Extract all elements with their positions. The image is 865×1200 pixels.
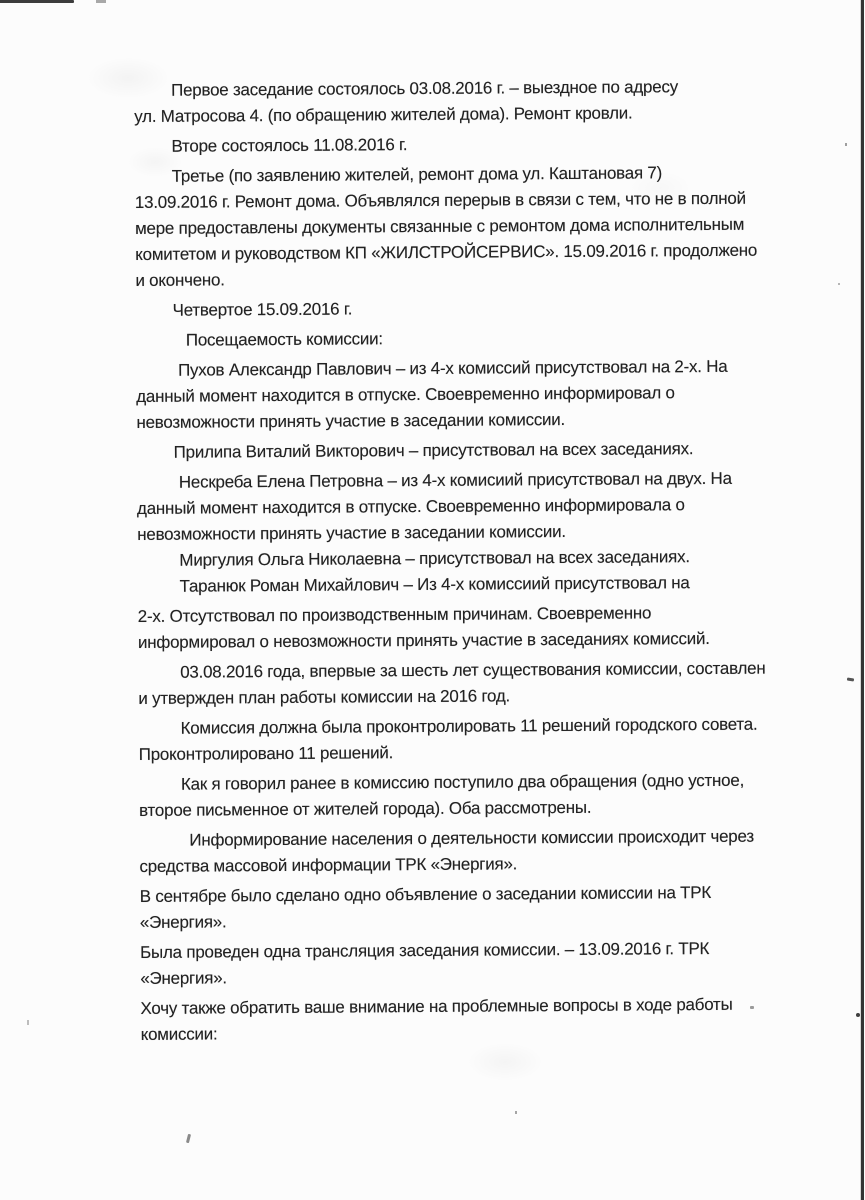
para-fourth-session	[136, 294, 764, 324]
para-media-info	[139, 824, 767, 880]
text-line: информировал о невозможности принять участие в заседаниях комиссий.	[137, 628, 710, 652]
text-line: комиссии:	[140, 1024, 218, 1044]
para-pukhov	[136, 354, 764, 436]
text-line: Вторе состоялось 11.08.2016 г.	[171, 135, 408, 156]
para-plan-2016	[138, 656, 766, 712]
para-broadcast	[140, 936, 768, 992]
scan-speck	[838, 283, 840, 285]
para-taranyuk	[137, 570, 765, 600]
text-line: невозможности принять участие в заседании комиссии.	[137, 521, 566, 544]
para-appeals	[139, 768, 767, 824]
para-first-session	[134, 74, 762, 130]
text-line: Таранюк Роман Михайлович – Из 4-х комиссиий присутствовал на	[179, 573, 690, 596]
document-text	[134, 74, 768, 1048]
para-third-session	[135, 160, 763, 294]
text-line: В сентябре было сделано одно объявление о заседании комиссии на ТРК	[139, 882, 712, 906]
text-line: Прилипа Виталий Викторович – присутствовал на всех заседаниях.	[173, 439, 694, 462]
scan-speck	[856, 1013, 860, 1017]
text-line: ул. Матросова 4. (по обращению жителей дома). Ремонт кровли.	[134, 103, 633, 126]
text-line: Комиссия должна была проконтролировать 11 решений городского совета.	[180, 714, 758, 738]
text-line: 03.08.2016 года, впервые за шесть лет существования комиссии, составлен	[180, 658, 766, 682]
para-september-announcement	[140, 880, 768, 936]
scan-top-edge-mark	[0, 0, 74, 3]
para-prilipa	[137, 436, 765, 466]
text-line: Нескреба Елена Петровна – из 4-х комисиий присутствовал на двух. На	[178, 468, 732, 492]
scan-speck	[515, 1111, 517, 1114]
scan-right-edge-line	[861, 0, 864, 1200]
text-line: мере предоставлены документы связанные с ремонтом дома исполнительным	[134, 214, 745, 238]
text-line: данный момент находится в отпуске. Своевременно информировал о	[136, 383, 675, 406]
text-line: второе письменное от жителей города). Оба рассмотрены.	[139, 797, 592, 820]
para-taranyuk-continued	[138, 600, 766, 656]
scan-top-edge-mark-small	[96, 0, 106, 3]
para-second-session	[134, 130, 762, 160]
text-line: Пухов Александр Павлович – из 4-х комиссий присутствовал на 2-х. На	[177, 356, 728, 380]
text-line: Проконтролировано 11 решений.	[138, 743, 394, 764]
para-attendance-header	[136, 324, 764, 354]
para-problem-issues	[140, 992, 768, 1048]
text-line: Четвертое 15.09.2016 г.	[172, 299, 353, 320]
text-line: и окончено.	[135, 270, 225, 290]
text-line: Третье (по заявлению жителей, ремонт дома ул. Каштановая 7)	[171, 163, 663, 186]
text-line: данный момент находится в отпуске. Своевременно информировала о	[136, 495, 685, 518]
text-line: Первое заседание состоялось 03.08.2016 г. – выездное по адресу	[171, 77, 678, 100]
scan-speck	[27, 1020, 29, 1025]
text-line: и утвержден план работы комиссии на 2016 год.	[138, 686, 511, 708]
text-line: Информирование населения о деятельности комиссии происходит через	[189, 826, 754, 850]
text-line: 2-х. Отсутствовал по производственным причинам. Своевременно	[137, 603, 652, 626]
text-line: «Энергия».	[139, 912, 227, 932]
text-line: комитетом и руководством КП «ЖИЛСТРОЙСЕРВИС». 15.09.2016 г. продолжено	[135, 240, 758, 264]
text-line: Была проведен одна трансляция заседания комиссии. – 13.09.2016 г. ТРК	[140, 939, 710, 962]
para-control-decisions	[138, 712, 766, 768]
text-line: Хочу также обратить ваше внимание на проблемные вопросы в ходе работы	[140, 994, 733, 1018]
para-neskreba	[137, 466, 765, 548]
text-line: невозможности принять участие в заседании комиссии.	[136, 409, 566, 432]
text-line: средства массовой информации ТРК «Энергия».	[139, 854, 518, 876]
text-line: Миргулия Ольга Николаевна – присутствовал на всех заседаниях.	[179, 547, 690, 570]
text-line: 13.09.2016 г. Ремонт дома. Объявлялся перерыв в связи с тем, что не в полной	[134, 188, 746, 212]
scan-speck	[847, 678, 854, 682]
text-line: «Энергия».	[140, 968, 227, 988]
text-line: Как я говорил ранее в комиссию поступило два обращения (одно устное,	[180, 770, 745, 794]
scan-speck	[186, 1134, 191, 1143]
text-line: Посещаемость комиссии:	[185, 329, 383, 350]
scan-speck	[845, 143, 847, 146]
